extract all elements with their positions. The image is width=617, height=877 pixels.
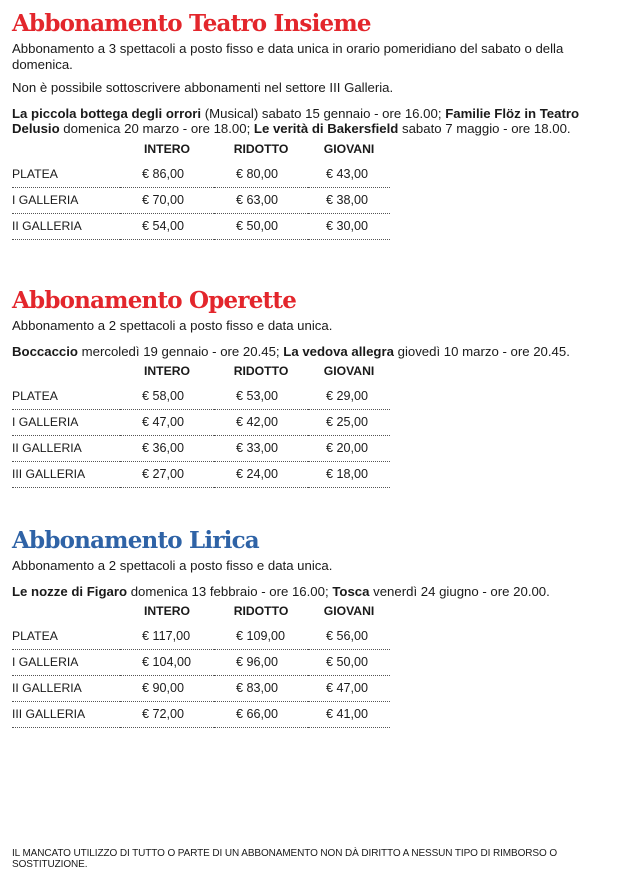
price-ridotto: € 80,00 (214, 162, 308, 188)
price-ridotto: € 42,00 (214, 410, 308, 436)
price-table (12, 142, 390, 240)
price-table (12, 364, 390, 488)
table-row (12, 162, 390, 188)
show-title: Le verità di Bakersfield (253, 121, 399, 136)
section-description: Abbonamento a 2 spettacoli a posto fisso e data unica. (12, 318, 333, 333)
price-ridotto: € 109,00 (214, 624, 308, 650)
price-ridotto: € 50,00 (214, 213, 308, 239)
section-title: Abbonamento Lirica (12, 527, 259, 554)
section-title: Abbonamento Teatro Insieme (12, 10, 371, 37)
price-intero: € 117,00 (120, 624, 214, 650)
header-giovani: GIOVANI (323, 141, 375, 156)
table-row (12, 410, 390, 436)
price-intero: € 47,00 (120, 410, 214, 436)
show-title: Boccaccio (12, 343, 78, 359)
show-info: domenica 20 marzo - ore 18.00; (59, 121, 254, 136)
row-label: I GALLERIA (12, 410, 120, 436)
table-row (12, 436, 390, 462)
row-label: III GALLERIA (12, 462, 120, 488)
show-list (12, 106, 612, 137)
show-info: (Musical) sabato 15 gennaio - ore 16.00; (201, 105, 446, 121)
price-intero: € 54,00 (120, 213, 214, 239)
price-giovani: € 25,00 (308, 410, 390, 436)
price-ridotto: € 83,00 (214, 676, 308, 702)
header-giovani: GIOVANI (323, 604, 375, 618)
show-info: sabato 7 maggio - ore 18.00. (398, 121, 571, 136)
row-label: I GALLERIA (12, 650, 120, 676)
price-ridotto: € 66,00 (214, 702, 308, 728)
row-label: II GALLERIA (12, 676, 120, 702)
price-ridotto: € 53,00 (214, 384, 308, 410)
row-label: II GALLERIA (12, 213, 120, 239)
section-description: Abbonamento a 3 spettacoli a posto fisso e data unica in orario pomeridiano del sabato o della domenica. (12, 41, 564, 72)
price-ridotto: € 33,00 (214, 436, 308, 462)
table-row (12, 624, 390, 650)
header-ridotto: RIDOTTO (233, 364, 289, 378)
show-info: venerdì 24 giugno - ore 20.00. (369, 583, 550, 599)
price-table (12, 604, 390, 728)
row-label: PLATEA (12, 624, 120, 650)
row-label: I GALLERIA (12, 187, 120, 213)
header-intero: INTERO (143, 364, 191, 378)
section-lirica (12, 527, 612, 728)
price-table-header (12, 364, 390, 384)
header-intero: INTERO (143, 604, 191, 618)
show-list (12, 344, 612, 360)
show-info: giovedì 10 marzo - ore 20.45. (393, 343, 570, 359)
table-row (12, 650, 390, 676)
section-title: Abbonamento Operette (12, 287, 297, 314)
row-label: III GALLERIA (12, 702, 120, 728)
table-row (12, 702, 390, 728)
price-giovani: € 47,00 (308, 676, 390, 702)
price-giovani: € 56,00 (308, 624, 390, 650)
price-intero: € 27,00 (120, 462, 214, 488)
show-list (12, 584, 612, 600)
price-giovani: € 41,00 (308, 702, 390, 728)
show-info: mercoledì 19 gennaio - ore 20.45; (77, 343, 284, 359)
price-intero: € 90,00 (120, 676, 214, 702)
price-intero: € 70,00 (120, 187, 214, 213)
show-title: La piccola bottega degli orrori (12, 105, 202, 121)
row-label: II GALLERIA (12, 436, 120, 462)
price-ridotto: € 96,00 (214, 650, 308, 676)
show-info: domenica 13 febbraio - ore 16.00; (127, 583, 333, 599)
table-row (12, 213, 390, 239)
table-row (12, 384, 390, 410)
header-ridotto: RIDOTTO (233, 604, 289, 618)
show-title: Tosca (332, 583, 370, 599)
footer-disclaimer: IL MANCATO UTILIZZO DI TUTTO O PARTE DI UN ABBONAMENTO NON DÀ DIRITTO A NESSUN TIPO DI RIMBORSO O SOSTITUZIONE. (12, 848, 558, 870)
price-intero: € 72,00 (120, 702, 214, 728)
price-giovani: € 43,00 (308, 162, 390, 188)
price-table-header (12, 604, 390, 624)
header-ridotto: RIDOTTO (233, 141, 289, 156)
price-giovani: € 18,00 (308, 462, 390, 488)
price-intero: € 86,00 (120, 162, 214, 188)
price-giovani: € 20,00 (308, 436, 390, 462)
section-teatro-insieme (12, 10, 612, 240)
table-row (12, 676, 390, 702)
price-table-header (12, 142, 390, 162)
price-ridotto: € 63,00 (214, 187, 308, 213)
price-giovani: € 30,00 (308, 213, 390, 239)
header-intero: INTERO (143, 141, 191, 156)
table-row (12, 187, 390, 213)
show-title: Familie Flöz in Teatro Delusio (12, 105, 580, 136)
row-label: PLATEA (12, 384, 120, 410)
price-giovani: € 38,00 (308, 187, 390, 213)
price-giovani: € 50,00 (308, 650, 390, 676)
price-intero: € 36,00 (120, 436, 214, 462)
header-giovani: GIOVANI (323, 364, 375, 378)
show-title: La vedova allegra (283, 343, 394, 359)
show-title: Le nozze di Figaro (12, 583, 128, 599)
section-note: Non è possibile sottoscrivere abbonamenti nel settore III Galleria. (12, 80, 394, 95)
section-description: Abbonamento a 2 spettacoli a posto fisso e data unica. (12, 558, 333, 573)
section-operette (12, 287, 612, 488)
price-intero: € 58,00 (120, 384, 214, 410)
price-intero: € 104,00 (120, 650, 214, 676)
table-row (12, 462, 390, 488)
price-giovani: € 29,00 (308, 384, 390, 410)
row-label: PLATEA (12, 162, 120, 188)
price-ridotto: € 24,00 (214, 462, 308, 488)
